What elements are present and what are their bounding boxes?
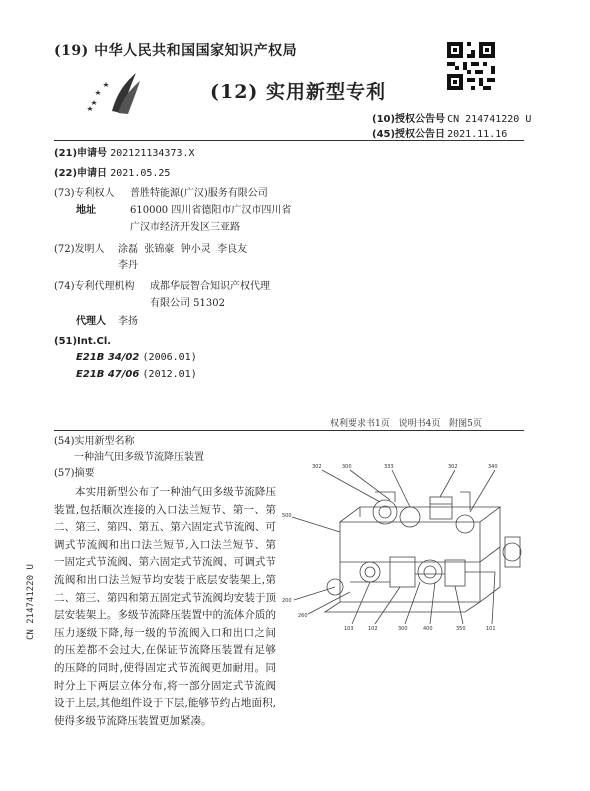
qr-code-icon	[447, 42, 495, 90]
header-divider	[54, 140, 524, 141]
ipc-code-2: E21B 47/06	[76, 369, 140, 380]
address-label: 地址	[76, 205, 96, 216]
callout-label: 103	[344, 626, 354, 632]
callout-label: 302	[312, 464, 322, 470]
section-divider	[54, 430, 524, 431]
ipc-date-2: (2012.01)	[142, 369, 197, 380]
address-line-1: 610000 四川省德阳市广汉市四川省	[130, 205, 292, 216]
callout-label: 333	[384, 464, 394, 470]
inventors-line-2: 李丹	[118, 260, 138, 271]
ipc-date-1: (2006.01)	[142, 352, 197, 363]
patentee-label: (73)专利权人	[54, 188, 115, 199]
agent-name: 李扬	[118, 316, 138, 327]
callout-label: 340	[488, 464, 498, 470]
callout-label: 200	[282, 598, 292, 604]
publication-date-row	[372, 125, 507, 140]
publication-number-label: (10)授权公告号	[372, 114, 446, 125]
callout-label: 302	[448, 464, 458, 470]
cnipa-emblem-icon	[82, 67, 144, 117]
office-header: (19) 中华人民共和国国家知识产权局	[54, 43, 298, 59]
publication-date: 2021.11.16	[447, 129, 508, 140]
abstract-text: 本实用新型公布了一种油气田多级节流降压装置,包括顺次连接的入口法兰短节、第一、第二、第三、第四、第五、第六固定式节流阀、可调式节流阀和出口法兰短节,入口法兰短节、第一固定式节流阀、第六固定式节流阀、可调式节流阀和出口法兰短节均安装于底层安装架上,第二、第三、第四和第五固定式节流阀均安装于顶层安装架上。多级节流降压装置中的流体介质的压力逐级下降,每一级的节流阀入口和出口之间的压差都不会过大,在保证节流降压装置有足够的压降的同时,使得固定式节流阀更加耐用。同时分上下两层立体分布,将一部分固定式节流阀设于上层,其他组件设于下层,能够节约占地面积,使得多级节流降压装置更加紧凑。	[54, 486, 276, 727]
callout-label: 102	[368, 626, 378, 632]
callout-label: 101	[486, 626, 496, 632]
application-number: 202121134373.X	[110, 148, 195, 159]
publication-date-label: (45)授权公告日	[372, 129, 446, 140]
application-number-label: (21)申请号	[54, 148, 108, 159]
application-date-label: (22)申请日	[54, 168, 108, 179]
ipc-row-2	[76, 369, 197, 380]
side-publication-number: CN 214741220 U	[26, 564, 36, 640]
callout-label: 260	[298, 613, 308, 619]
patentee-name: 普胜特能源(广汉)服务有限公司	[130, 188, 268, 199]
callout-label: 350	[456, 626, 466, 632]
ipc-code-1: E21B 34/02	[76, 352, 140, 363]
address-line-2: 广汉市经济开发区三亚路	[130, 222, 240, 233]
agency-line-1: 成都华辰智合知识产权代理	[150, 281, 270, 292]
utility-model-title: 一种油气田多级节流降压装置	[74, 452, 204, 463]
callout-label: 500	[282, 513, 292, 519]
callout-label: 300	[398, 626, 408, 632]
document-type-title: (12) 实用新型专利	[210, 81, 387, 103]
publication-number-row	[372, 110, 531, 125]
application-date-row	[54, 166, 170, 181]
inventors-label: (72)发明人	[54, 244, 105, 255]
device-drawing	[280, 462, 530, 642]
inventors-line-1: 涂磊 张锦豪 钟小灵 李良友	[118, 244, 248, 255]
int-cl-label: (51)Int.Cl.	[54, 336, 112, 347]
pages-info: 权利要求书1页 说明书4页 附图5页	[330, 419, 482, 429]
agency-line-2: 有限公司 51302	[150, 298, 225, 309]
callout-label: 400	[423, 626, 433, 632]
application-number-row	[54, 146, 195, 161]
title-label: (54)实用新型名称	[54, 436, 135, 447]
abstract-label: (57)摘要	[54, 468, 95, 479]
ipc-row-1	[76, 352, 197, 363]
publication-number: CN 214741220 U	[447, 114, 532, 125]
agency-label: (74)专利代理机构	[54, 281, 135, 292]
callout-label: 300	[342, 464, 352, 470]
agent-label: 代理人	[76, 316, 106, 327]
application-date: 2021.05.25	[110, 168, 171, 179]
